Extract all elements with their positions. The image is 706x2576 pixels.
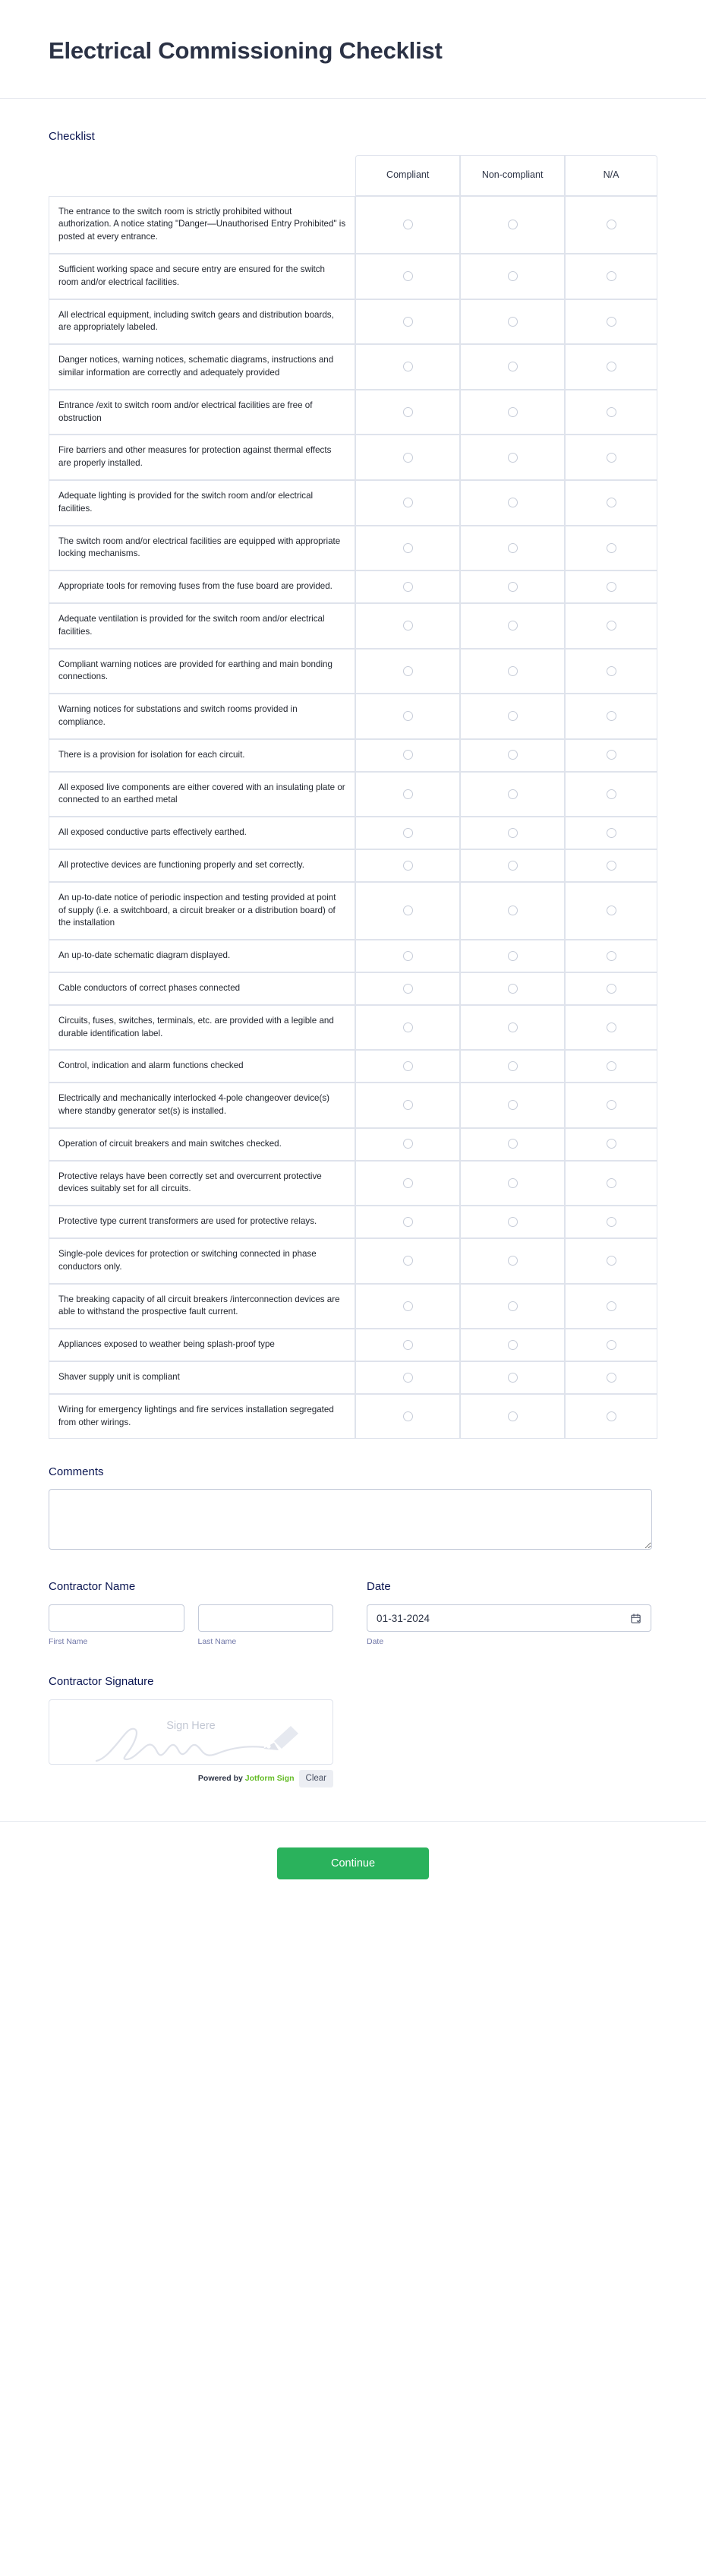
first-name-input[interactable]	[49, 1604, 184, 1632]
checklist-option-cell-non-compliant[interactable]	[460, 817, 565, 849]
radio-button-non-compliant[interactable]	[508, 1217, 518, 1227]
checklist-option-cell-non-compliant[interactable]	[460, 882, 565, 940]
checklist-option-cell-na[interactable]	[565, 1128, 657, 1161]
checklist-label: Checklist	[49, 130, 95, 144]
radio-button-non-compliant[interactable]	[508, 951, 518, 961]
checklist-option-cell-non-compliant[interactable]	[460, 1050, 565, 1083]
checklist-option-cell-compliant[interactable]	[355, 1361, 460, 1394]
checklist-option-cell-na[interactable]	[565, 571, 657, 603]
radio-button-na[interactable]	[607, 498, 616, 507]
checklist-question: Entrance /exit to switch room and/or electrical facilities are free of obstruction	[49, 390, 355, 435]
checklist-option-cell-na[interactable]	[565, 1083, 657, 1128]
radio-button-na[interactable]	[607, 1139, 616, 1149]
table-row	[49, 1206, 657, 1238]
checklist-field	[49, 129, 657, 1439]
checklist-option-cell-na[interactable]	[565, 1238, 657, 1284]
checklist-question: Fire barriers and other measures for protection against thermal effects are properly installed.	[49, 435, 355, 480]
checklist-question: The switch room and/or electrical facilities are equipped with appropriate locking mechanisms.	[49, 526, 355, 571]
checklist-table-body	[49, 196, 657, 1440]
table-header-row	[49, 155, 657, 196]
radio-button-compliant[interactable]	[403, 317, 413, 327]
radio-button-compliant[interactable]	[403, 951, 413, 961]
table-row	[49, 772, 657, 817]
checklist-option-cell-compliant[interactable]	[355, 940, 460, 972]
checklist-option-cell-compliant[interactable]	[355, 435, 460, 480]
radio-button-na[interactable]	[607, 271, 616, 281]
checklist-option-cell-non-compliant[interactable]	[460, 739, 565, 772]
checklist-option-cell-non-compliant[interactable]	[460, 571, 565, 603]
radio-button-na[interactable]	[607, 1022, 616, 1032]
radio-button-na[interactable]	[607, 861, 616, 871]
radio-button-non-compliant[interactable]	[508, 1301, 518, 1311]
table-row	[49, 299, 657, 345]
table-row	[49, 649, 657, 694]
signature-label: Contractor Signature	[49, 1674, 154, 1688]
radio-button-non-compliant[interactable]	[508, 453, 518, 463]
radio-button-compliant[interactable]	[403, 828, 413, 838]
radio-button-na[interactable]	[607, 453, 616, 463]
radio-button-compliant[interactable]	[403, 1256, 413, 1266]
comments-label: Comments	[49, 1465, 104, 1479]
checklist-question: Wiring for emergency lightings and fire services installation segregated from other wirings.	[49, 1394, 355, 1440]
checklist-question: An up-to-date schematic diagram displayed.	[49, 940, 355, 972]
checklist-option-cell-compliant[interactable]	[355, 817, 460, 849]
contractor-name-label: Contractor Name	[49, 1579, 136, 1593]
radio-button-non-compliant[interactable]	[508, 1373, 518, 1383]
checklist-option-cell-non-compliant[interactable]	[460, 196, 565, 254]
table-row	[49, 1361, 657, 1394]
radio-button-na[interactable]	[607, 1373, 616, 1383]
checklist-option-cell-na[interactable]	[565, 882, 657, 940]
checklist-question: Shaver supply unit is compliant	[49, 1361, 355, 1394]
checklist-option-cell-na[interactable]	[565, 1329, 657, 1361]
checklist-question: Protective type current transformers are used for protective relays.	[49, 1206, 355, 1238]
date-input[interactable]	[367, 1604, 651, 1632]
checklist-question: Appliances exposed to weather being splash-proof type	[49, 1329, 355, 1361]
name-date-row	[49, 1579, 657, 1647]
last-name-input[interactable]	[198, 1604, 334, 1632]
comments-textarea[interactable]	[49, 1489, 652, 1550]
checklist-option-cell-compliant[interactable]	[355, 849, 460, 882]
radio-button-na[interactable]	[607, 1061, 616, 1071]
date-sublabel: Date	[367, 1637, 384, 1647]
checklist-option-cell-na[interactable]	[565, 1161, 657, 1206]
checklist-option-cell-compliant[interactable]	[355, 254, 460, 299]
date-value: 01-31-2024	[377, 1612, 430, 1624]
table-row	[49, 254, 657, 299]
radio-button-compliant[interactable]	[403, 1340, 413, 1350]
radio-button-non-compliant[interactable]	[508, 1139, 518, 1149]
checklist-option-cell-compliant[interactable]	[355, 526, 460, 571]
radio-button-compliant[interactable]	[403, 582, 413, 592]
checklist-option-cell-non-compliant[interactable]	[460, 1238, 565, 1284]
table-row	[49, 849, 657, 882]
radio-button-compliant[interactable]	[403, 1178, 413, 1188]
radio-button-non-compliant[interactable]	[508, 1100, 518, 1110]
checklist-option-cell-compliant[interactable]	[355, 1083, 460, 1128]
date-label: Date	[367, 1579, 391, 1593]
radio-button-na[interactable]	[607, 750, 616, 760]
checklist-option-cell-compliant[interactable]	[355, 772, 460, 817]
checklist-option-cell-non-compliant[interactable]	[460, 299, 565, 345]
checklist-option-cell-non-compliant[interactable]	[460, 435, 565, 480]
checklist-option-cell-non-compliant[interactable]	[460, 1329, 565, 1361]
checklist-option-cell-compliant[interactable]	[355, 390, 460, 435]
checklist-option-cell-na[interactable]	[565, 1394, 657, 1440]
checklist-option-cell-compliant[interactable]	[355, 299, 460, 345]
radio-button-non-compliant[interactable]	[508, 984, 518, 994]
radio-button-compliant[interactable]	[403, 621, 413, 631]
name-inputs-group	[49, 1604, 333, 1647]
radio-button-compliant[interactable]	[403, 666, 413, 676]
radio-button-na[interactable]	[607, 621, 616, 631]
checklist-question: Adequate ventilation is provided for the switch room and/or electrical facilities.	[49, 603, 355, 649]
radio-button-na[interactable]	[607, 789, 616, 799]
radio-button-na[interactable]	[607, 362, 616, 371]
radio-button-non-compliant[interactable]	[508, 543, 518, 553]
table-row	[49, 480, 657, 526]
radio-button-na[interactable]	[607, 1178, 616, 1188]
powered-by-prefix: Powered by	[197, 1774, 245, 1784]
signature-pad[interactable]	[49, 1699, 333, 1765]
checklist-option-cell-na[interactable]	[565, 1206, 657, 1238]
radio-button-compliant[interactable]	[403, 984, 413, 994]
radio-button-non-compliant[interactable]	[508, 666, 518, 676]
radio-button-compliant[interactable]	[403, 1301, 413, 1311]
checklist-question: All protective devices are functioning properly and set correctly.	[49, 849, 355, 882]
radio-button-non-compliant[interactable]	[508, 362, 518, 371]
checklist-question: Sufficient working space and secure entry are ensured for the switch room and/or electrical facilities.	[49, 254, 355, 299]
table-row	[49, 739, 657, 772]
calendar-icon[interactable]	[630, 1613, 641, 1624]
contractor-name-field	[49, 1579, 333, 1647]
radio-button-na[interactable]	[607, 1100, 616, 1110]
last-name-cell	[198, 1604, 334, 1647]
table-row	[49, 882, 657, 940]
comments-field	[49, 1465, 657, 1554]
table-row	[49, 344, 657, 390]
radio-button-non-compliant[interactable]	[508, 407, 518, 417]
radio-button-compliant[interactable]	[403, 789, 413, 799]
checklist-question: Compliant warning notices are provided for earthing and main bonding connections.	[49, 649, 355, 694]
checklist-option-cell-compliant[interactable]	[355, 196, 460, 254]
table-row	[49, 435, 657, 480]
checklist-option-cell-compliant[interactable]	[355, 1161, 460, 1206]
radio-button-non-compliant[interactable]	[508, 789, 518, 799]
radio-button-compliant[interactable]	[403, 1411, 413, 1421]
table-row	[49, 1394, 657, 1440]
table-row	[49, 526, 657, 571]
checklist-question: Adequate lighting is provided for the switch room and/or electrical facilities.	[49, 480, 355, 526]
checklist-option-cell-compliant[interactable]	[355, 1128, 460, 1161]
radio-button-non-compliant[interactable]	[508, 498, 518, 507]
radio-button-compliant[interactable]	[403, 1061, 413, 1071]
column-header-non-compliant: Non-compliant	[460, 155, 565, 196]
checklist-question: An up-to-date notice of periodic inspection and testing provided at point of supply (i.e. a switchboard, a circuit breaker or a distribution board) of the installation	[49, 882, 355, 940]
checklist-option-cell-non-compliant[interactable]	[460, 940, 565, 972]
checklist-question: Cable conductors of correct phases connected	[49, 972, 355, 1005]
checklist-option-cell-na[interactable]	[565, 603, 657, 649]
checklist-table	[49, 155, 657, 1440]
checklist-option-cell-non-compliant[interactable]	[460, 603, 565, 649]
checklist-option-cell-non-compliant[interactable]	[460, 694, 565, 739]
column-header-compliant: Compliant	[355, 155, 460, 196]
checklist-option-cell-non-compliant[interactable]	[460, 849, 565, 882]
checklist-option-cell-na[interactable]	[565, 940, 657, 972]
checklist-option-cell-non-compliant[interactable]	[460, 254, 565, 299]
checklist-question: All electrical equipment, including switch gears and distribution boards, are appropriately labeled.	[49, 299, 355, 345]
radio-button-na[interactable]	[607, 543, 616, 553]
page-title: Electrical Commissioning Checklist	[49, 37, 443, 64]
checklist-option-cell-non-compliant[interactable]	[460, 972, 565, 1005]
checklist-question: Danger notices, warning notices, schematic diagrams, instructions and similar information are correctly and adequately provided	[49, 344, 355, 390]
table-row	[49, 1128, 657, 1161]
checklist-option-cell-non-compliant[interactable]	[460, 526, 565, 571]
radio-button-na[interactable]	[607, 1411, 616, 1421]
checklist-option-cell-na[interactable]	[565, 480, 657, 526]
checklist-option-cell-na[interactable]	[565, 739, 657, 772]
table-row	[49, 1238, 657, 1284]
continue-button[interactable]: Continue	[277, 1847, 429, 1879]
column-header-na: N/A	[565, 155, 657, 196]
radio-button-non-compliant[interactable]	[508, 621, 518, 631]
checklist-option-cell-na[interactable]	[565, 344, 657, 390]
checklist-option-cell-na[interactable]	[565, 694, 657, 739]
table-row	[49, 1083, 657, 1128]
checklist-matrix	[49, 155, 657, 1440]
checklist-option-cell-compliant[interactable]	[355, 1329, 460, 1361]
checklist-option-cell-na[interactable]	[565, 972, 657, 1005]
checklist-question: Electrically and mechanically interlocked 4-pole changeover device(s) where standby generator set(s) is installed.	[49, 1083, 355, 1128]
radio-button-compliant[interactable]	[403, 861, 413, 871]
radio-button-non-compliant[interactable]	[508, 1340, 518, 1350]
radio-button-na[interactable]	[607, 582, 616, 592]
checklist-option-cell-compliant[interactable]	[355, 1050, 460, 1083]
radio-button-na[interactable]	[607, 1340, 616, 1350]
first-name-sublabel: First Name	[49, 1637, 88, 1647]
table-row	[49, 817, 657, 849]
table-corner-cell	[49, 155, 355, 196]
radio-button-non-compliant[interactable]	[508, 1256, 518, 1266]
radio-button-na[interactable]	[607, 951, 616, 961]
radio-button-compliant[interactable]	[403, 750, 413, 760]
radio-button-non-compliant[interactable]	[508, 828, 518, 838]
table-row	[49, 1005, 657, 1051]
radio-button-non-compliant[interactable]	[508, 861, 518, 871]
radio-button-compliant[interactable]	[403, 271, 413, 281]
checklist-option-cell-non-compliant[interactable]	[460, 1005, 565, 1051]
date-field	[367, 1579, 651, 1647]
checklist-option-cell-compliant[interactable]	[355, 882, 460, 940]
checklist-question: Single-pole devices for protection or switching connected in phase conductors only.	[49, 1238, 355, 1284]
radio-button-na[interactable]	[607, 1301, 616, 1311]
radio-button-compliant[interactable]	[403, 407, 413, 417]
radio-button-compliant[interactable]	[403, 1139, 413, 1149]
radio-button-non-compliant[interactable]	[508, 582, 518, 592]
radio-button-compliant[interactable]	[403, 1100, 413, 1110]
checklist-option-cell-na[interactable]	[565, 254, 657, 299]
radio-button-non-compliant[interactable]	[508, 1061, 518, 1071]
checklist-option-cell-non-compliant[interactable]	[460, 1394, 565, 1440]
table-row	[49, 940, 657, 972]
radio-button-compliant[interactable]	[403, 906, 413, 915]
checklist-option-cell-compliant[interactable]	[355, 571, 460, 603]
signature-squiggle-icon	[57, 1721, 326, 1764]
signature-pad-inner	[49, 1700, 333, 1764]
radio-button-compliant[interactable]	[403, 711, 413, 721]
table-row	[49, 972, 657, 1005]
radio-button-non-compliant[interactable]	[508, 1022, 518, 1032]
table-row	[49, 1161, 657, 1206]
checklist-option-cell-na[interactable]	[565, 1284, 657, 1329]
checklist-option-cell-compliant[interactable]	[355, 739, 460, 772]
checklist-question: All exposed conductive parts effectively earthed.	[49, 817, 355, 849]
checklist-option-cell-non-compliant[interactable]	[460, 344, 565, 390]
checklist-option-cell-compliant[interactable]	[355, 344, 460, 390]
checklist-option-cell-na[interactable]	[565, 526, 657, 571]
signature-footer	[49, 1770, 333, 1787]
radio-button-na[interactable]	[607, 984, 616, 994]
checklist-question: Protective relays have been correctly set and overcurrent protective devices suitably set for all circuits.	[49, 1161, 355, 1206]
radio-button-na[interactable]	[607, 666, 616, 676]
radio-button-na[interactable]	[607, 317, 616, 327]
checklist-option-cell-na[interactable]	[565, 196, 657, 254]
sign-here-placeholder: Sign Here	[166, 1720, 216, 1733]
table-row	[49, 571, 657, 603]
radio-button-compliant[interactable]	[403, 1217, 413, 1227]
checklist-question: Appropriate tools for removing fuses from the fuse board are provided.	[49, 571, 355, 603]
first-name-cell	[49, 1604, 184, 1647]
checklist-option-cell-compliant[interactable]	[355, 1284, 460, 1329]
checklist-option-cell-compliant[interactable]	[355, 972, 460, 1005]
table-row	[49, 390, 657, 435]
checklist-question: There is a provision for isolation for each circuit.	[49, 739, 355, 772]
checklist-option-cell-non-compliant[interactable]	[460, 1128, 565, 1161]
radio-button-non-compliant[interactable]	[508, 1178, 518, 1188]
checklist-option-cell-compliant[interactable]	[355, 1005, 460, 1051]
radio-button-na[interactable]	[607, 407, 616, 417]
form-header	[0, 0, 706, 99]
table-row	[49, 1329, 657, 1361]
radio-button-na[interactable]	[607, 220, 616, 229]
checklist-option-cell-non-compliant[interactable]	[460, 1206, 565, 1238]
checklist-question: The breaking capacity of all circuit breakers /interconnection devices are able to withstand the prospective fault current.	[49, 1284, 355, 1329]
checklist-option-cell-na[interactable]	[565, 1050, 657, 1083]
radio-button-non-compliant[interactable]	[508, 906, 518, 915]
checklist-option-cell-compliant[interactable]	[355, 480, 460, 526]
checklist-option-cell-compliant[interactable]	[355, 1206, 460, 1238]
checklist-option-cell-non-compliant[interactable]	[460, 772, 565, 817]
checklist-question: Circuits, fuses, switches, terminals, etc. are provided with a legible and durable identification label.	[49, 1005, 355, 1051]
radio-button-compliant[interactable]	[403, 498, 413, 507]
checklist-option-cell-na[interactable]	[565, 435, 657, 480]
checklist-option-cell-na[interactable]	[565, 390, 657, 435]
jotform-sign-brand: Jotform Sign	[244, 1774, 295, 1784]
checklist-table-head	[49, 155, 657, 196]
radio-button-na[interactable]	[607, 906, 616, 915]
table-row	[49, 694, 657, 739]
table-row	[49, 1050, 657, 1083]
checklist-option-cell-non-compliant[interactable]	[460, 1083, 565, 1128]
checklist-option-cell-na[interactable]	[565, 772, 657, 817]
checklist-question: Operation of circuit breakers and main switches checked.	[49, 1128, 355, 1161]
form-body	[0, 99, 706, 1787]
checklist-option-cell-na[interactable]	[565, 649, 657, 694]
table-row	[49, 603, 657, 649]
signature-field	[49, 1674, 657, 1787]
radio-button-compliant[interactable]	[403, 220, 413, 229]
checklist-option-cell-na[interactable]	[565, 1361, 657, 1394]
checklist-option-cell-non-compliant[interactable]	[460, 1161, 565, 1206]
radio-button-compliant[interactable]	[403, 543, 413, 553]
checklist-option-cell-na[interactable]	[565, 299, 657, 345]
radio-button-na[interactable]	[607, 1217, 616, 1227]
checklist-question: Warning notices for substations and switch rooms provided in compliance.	[49, 694, 355, 739]
radio-button-na[interactable]	[607, 828, 616, 838]
checklist-option-cell-non-compliant[interactable]	[460, 390, 565, 435]
checklist-option-cell-compliant[interactable]	[355, 694, 460, 739]
checklist-option-cell-non-compliant[interactable]	[460, 1361, 565, 1394]
checklist-question: Control, indication and alarm functions checked	[49, 1050, 355, 1083]
form-footer	[0, 1821, 706, 1910]
checklist-option-cell-non-compliant[interactable]	[460, 649, 565, 694]
checklist-option-cell-compliant[interactable]	[355, 603, 460, 649]
radio-button-non-compliant[interactable]	[508, 317, 518, 327]
checklist-option-cell-compliant[interactable]	[355, 1394, 460, 1440]
checklist-option-cell-na[interactable]	[565, 817, 657, 849]
table-row	[49, 1284, 657, 1329]
checklist-option-cell-non-compliant[interactable]	[460, 1284, 565, 1329]
radio-button-na[interactable]	[607, 711, 616, 721]
radio-button-compliant[interactable]	[403, 362, 413, 371]
powered-by-text	[198, 1774, 295, 1783]
checklist-option-cell-compliant[interactable]	[355, 1238, 460, 1284]
radio-button-compliant[interactable]	[403, 1373, 413, 1383]
radio-button-non-compliant[interactable]	[508, 711, 518, 721]
radio-button-non-compliant[interactable]	[508, 271, 518, 281]
radio-button-non-compliant[interactable]	[508, 1411, 518, 1421]
checklist-question: All exposed live components are either covered with an insulating plate or connected to an earthed metal	[49, 772, 355, 817]
radio-button-non-compliant[interactable]	[508, 750, 518, 760]
table-row	[49, 196, 657, 254]
checklist-option-cell-na[interactable]	[565, 1005, 657, 1051]
last-name-sublabel: Last Name	[197, 1637, 237, 1647]
checklist-option-cell-compliant[interactable]	[355, 649, 460, 694]
radio-button-compliant[interactable]	[403, 453, 413, 463]
radio-button-compliant[interactable]	[403, 1022, 413, 1032]
radio-button-non-compliant[interactable]	[508, 220, 518, 229]
clear-signature-button[interactable]: Clear	[299, 1770, 333, 1787]
checklist-option-cell-na[interactable]	[565, 849, 657, 882]
checklist-option-cell-non-compliant[interactable]	[460, 480, 565, 526]
checklist-question: The entrance to the switch room is strictly prohibited without authorization. A notice stating "Danger—Unauthorised Entry Prohibited" is posted at every entrance.	[49, 196, 355, 254]
radio-button-na[interactable]	[607, 1256, 616, 1266]
